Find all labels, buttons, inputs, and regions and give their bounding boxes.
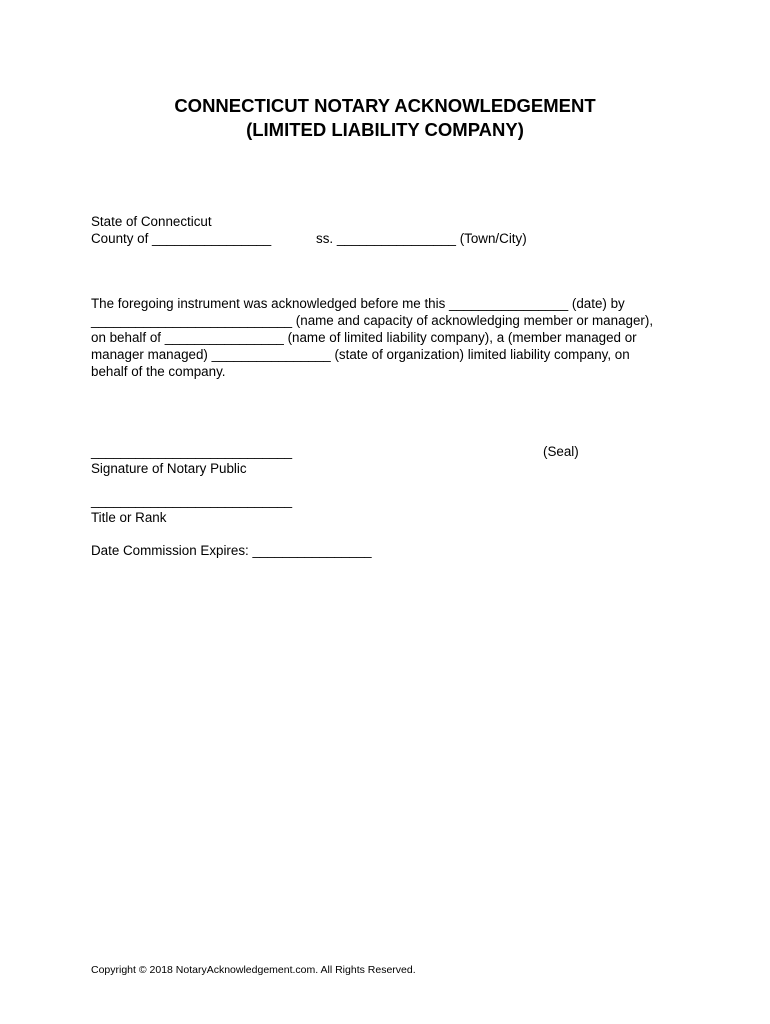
venue-ss: ss. ________________ (Town/City) [316,231,527,246]
document-subtitle: (LIMITED LIABILITY COMPANY) [246,119,524,140]
title-rank-line: ___________________________ [91,493,293,508]
copyright-footer: Copyright © 2018 NotaryAcknowledgement.com. All Rights Reserved. [91,964,416,976]
signature-label: Signature of Notary Public [91,461,247,476]
document-title: CONNECTICUT NOTARY ACKNOWLEDGEMENT [174,95,596,116]
body-line: ___________________________ (name and capacity of acknowledging member or manager), [91,313,654,328]
venue-state: State of Connecticut [91,214,212,229]
body-line: behalf of the company. [91,364,226,379]
body-line: manager managed) ________________ (state of organization) limited liability company, on [91,347,630,362]
seal-label: (Seal) [543,444,579,459]
commission-expires: Date Commission Expires: ________________ [91,543,372,558]
signature-line: ___________________________ [91,444,293,459]
title-rank-label: Title or Rank [91,510,167,525]
venue-county: County of ________________ [91,231,272,246]
body-line: The foregoing instrument was acknowledged before me this ________________ (date) by [91,296,625,311]
body-line: on behalf of ________________ (name of limited liability company), a (member managed or [91,330,637,345]
